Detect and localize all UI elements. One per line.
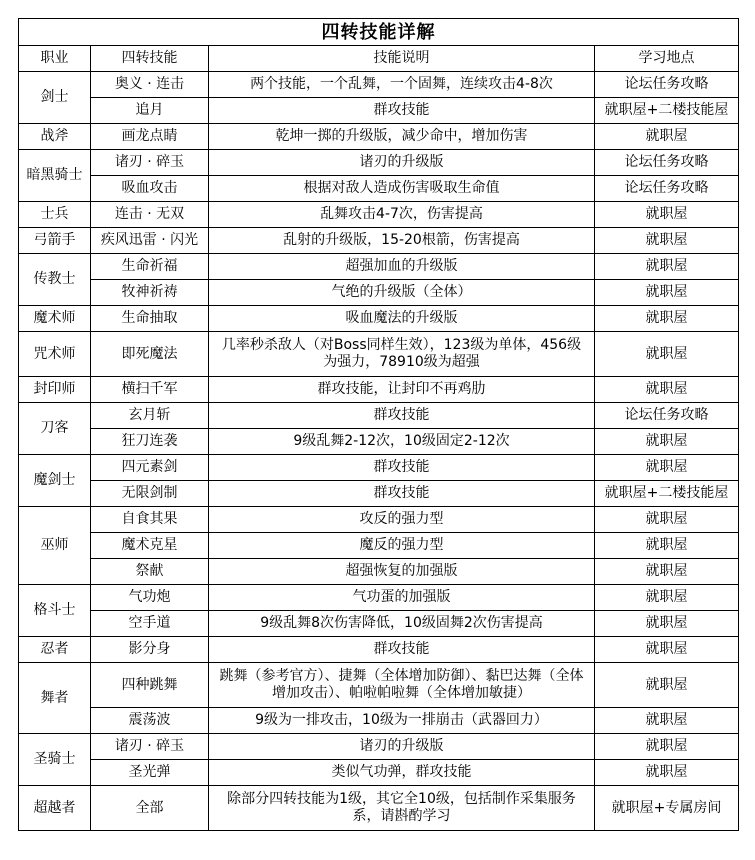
skill-cell: 横扫千军 [91, 377, 209, 403]
location-cell: 论坛任务攻略 [595, 403, 739, 429]
skill-cell: 玄月斩 [91, 403, 209, 429]
header-location: 学习地点 [595, 46, 739, 72]
description-cell: 乾坤一掷的升级版，减少命中，增加伤害 [209, 124, 595, 150]
table-row [19, 507, 739, 533]
skill-cell: 吸血攻击 [91, 176, 209, 202]
skill-cell: 四元素剑 [91, 455, 209, 481]
skill-cell: 全部 [91, 786, 209, 831]
skill-cell: 牧神祈祷 [91, 280, 209, 306]
description-cell: 群攻技能 [209, 98, 595, 124]
location-cell: 就职屋 [595, 254, 739, 280]
table-row [19, 611, 739, 637]
location-cell: 就职屋+专属房间 [595, 786, 739, 831]
location-cell: 就职屋 [595, 429, 739, 455]
header-job: 职业 [19, 46, 91, 72]
description-cell: 类似气功弹，群攻技能 [209, 760, 595, 786]
table-row [19, 734, 739, 760]
table-row [19, 176, 739, 202]
description-cell: 诸刃的升级版 [209, 734, 595, 760]
location-cell: 就职屋 [595, 455, 739, 481]
skill-cell: 即死魔法 [91, 332, 209, 377]
job-cell: 弓箭手 [19, 228, 91, 254]
location-cell: 论坛任务攻略 [595, 150, 739, 176]
job-cell: 舞者 [19, 663, 91, 734]
location-cell: 就职屋+二楼技能屋 [595, 98, 739, 124]
header-description: 技能说明 [209, 46, 595, 72]
location-cell: 就职屋 [595, 708, 739, 734]
description-cell: 乱舞攻击4-7次，伤害提高 [209, 202, 595, 228]
table-row [19, 202, 739, 228]
skill-cell: 生命抽取 [91, 306, 209, 332]
skill-cell: 魔术克星 [91, 533, 209, 559]
skill-cell: 画龙点睛 [91, 124, 209, 150]
skill-cell: 影分身 [91, 637, 209, 663]
table-row [19, 637, 739, 663]
description-cell: 攻反的强力型 [209, 507, 595, 533]
table-row [19, 72, 739, 98]
header-skill: 四转技能 [91, 46, 209, 72]
location-cell: 就职屋 [595, 637, 739, 663]
table-row [19, 306, 739, 332]
skill-cell: 狂刀连袭 [91, 429, 209, 455]
skill-cell: 四种跳舞 [91, 663, 209, 708]
skill-cell: 圣光弹 [91, 760, 209, 786]
description-cell: 两个技能，一个乱舞，一个固舞，连续攻击4-8次 [209, 72, 595, 98]
job-cell: 封印师 [19, 377, 91, 403]
skill-table [18, 18, 739, 831]
location-cell: 就职屋 [595, 611, 739, 637]
table-row [19, 533, 739, 559]
job-cell: 传教士 [19, 254, 91, 306]
skill-cell: 奥义 · 连击 [91, 72, 209, 98]
location-cell: 就职屋 [595, 228, 739, 254]
description-cell: 超强加血的升级版 [209, 254, 595, 280]
table-row [19, 280, 739, 306]
table-row [19, 429, 739, 455]
location-cell: 就职屋 [595, 585, 739, 611]
table-title: 四转技能详解 [19, 19, 739, 46]
location-cell: 就职屋+二楼技能屋 [595, 481, 739, 507]
description-cell: 诸刃的升级版 [209, 150, 595, 176]
table-row [19, 585, 739, 611]
location-cell: 就职屋 [595, 533, 739, 559]
description-cell: 魔反的强力型 [209, 533, 595, 559]
skill-cell: 震荡波 [91, 708, 209, 734]
skill-cell: 无限剑制 [91, 481, 209, 507]
table-row [19, 786, 739, 831]
job-cell: 暗黑骑士 [19, 150, 91, 202]
skill-cell: 空手道 [91, 611, 209, 637]
location-cell: 就职屋 [595, 377, 739, 403]
table-row [19, 403, 739, 429]
description-cell: 气绝的升级版（全体） [209, 280, 595, 306]
job-cell: 战斧 [19, 124, 91, 150]
table-row [19, 150, 739, 176]
skill-cell: 疾风迅雷 · 闪光 [91, 228, 209, 254]
location-cell: 就职屋 [595, 306, 739, 332]
job-cell: 士兵 [19, 202, 91, 228]
description-cell: 群攻技能，让封印不再鸡肋 [209, 377, 595, 403]
table-row [19, 663, 739, 708]
job-cell: 超越者 [19, 786, 91, 831]
skill-cell: 生命祈福 [91, 254, 209, 280]
job-cell: 咒术师 [19, 332, 91, 377]
description-cell: 根据对敌人造成伤害吸取生命值 [209, 176, 595, 202]
table-row [19, 559, 739, 585]
location-cell: 论坛任务攻略 [595, 72, 739, 98]
skill-cell: 诸刃 · 碎玉 [91, 734, 209, 760]
location-cell: 就职屋 [595, 202, 739, 228]
location-cell: 就职屋 [595, 663, 739, 708]
description-cell: 群攻技能 [209, 403, 595, 429]
description-cell: 超强恢复的加强版 [209, 559, 595, 585]
description-cell: 乱射的升级版，15-20根箭，伤害提高 [209, 228, 595, 254]
table-row [19, 481, 739, 507]
description-cell: 群攻技能 [209, 455, 595, 481]
location-cell: 就职屋 [595, 332, 739, 377]
description-cell: 9级乱舞8次伤害降低，10级固舞2次伤害提高 [209, 611, 595, 637]
description-cell: 除部分四转技能为1级，其它全10级，包括制作采集服务系，请斟酌学习 [209, 786, 595, 831]
description-cell: 群攻技能 [209, 637, 595, 663]
description-cell: 9级为一排攻击，10级为一排崩击（武器回力） [209, 708, 595, 734]
description-cell: 跳舞（参考官方）、捷舞（全体增加防御）、黏巴达舞（全体增加攻击）、帕啦帕啦舞（全体增加敏捷） [209, 663, 595, 708]
table-row [19, 254, 739, 280]
location-cell: 就职屋 [595, 760, 739, 786]
table-row [19, 332, 739, 377]
job-cell: 圣骑士 [19, 734, 91, 786]
skill-cell: 气功炮 [91, 585, 209, 611]
job-cell: 巫师 [19, 507, 91, 585]
skill-cell: 祭献 [91, 559, 209, 585]
skill-cell: 诸刃 · 碎玉 [91, 150, 209, 176]
location-cell: 就职屋 [595, 280, 739, 306]
location-cell: 就职屋 [595, 507, 739, 533]
skill-cell: 追月 [91, 98, 209, 124]
skill-cell: 连击 · 无双 [91, 202, 209, 228]
table-row [19, 98, 739, 124]
header-row [19, 46, 739, 72]
description-cell: 吸血魔法的升级版 [209, 306, 595, 332]
table-row [19, 228, 739, 254]
table-row [19, 760, 739, 786]
job-cell: 魔剑士 [19, 455, 91, 507]
description-cell: 几率秒杀敌人（对Boss同样生效），123级为单体，456级为强力，78910级为超强 [209, 332, 595, 377]
location-cell: 就职屋 [595, 124, 739, 150]
table-row [19, 377, 739, 403]
description-cell: 群攻技能 [209, 481, 595, 507]
skill-cell: 自食其果 [91, 507, 209, 533]
table-row [19, 455, 739, 481]
job-cell: 剑士 [19, 72, 91, 124]
description-cell: 9级乱舞2-12次，10级固定2-12次 [209, 429, 595, 455]
job-cell: 格斗士 [19, 585, 91, 637]
job-cell: 刀客 [19, 403, 91, 455]
location-cell: 论坛任务攻略 [595, 176, 739, 202]
location-cell: 就职屋 [595, 559, 739, 585]
table-row [19, 124, 739, 150]
description-cell: 气功蛋的加强版 [209, 585, 595, 611]
job-cell: 魔术师 [19, 306, 91, 332]
job-cell: 忍者 [19, 637, 91, 663]
location-cell: 就职屋 [595, 734, 739, 760]
table-row [19, 708, 739, 734]
